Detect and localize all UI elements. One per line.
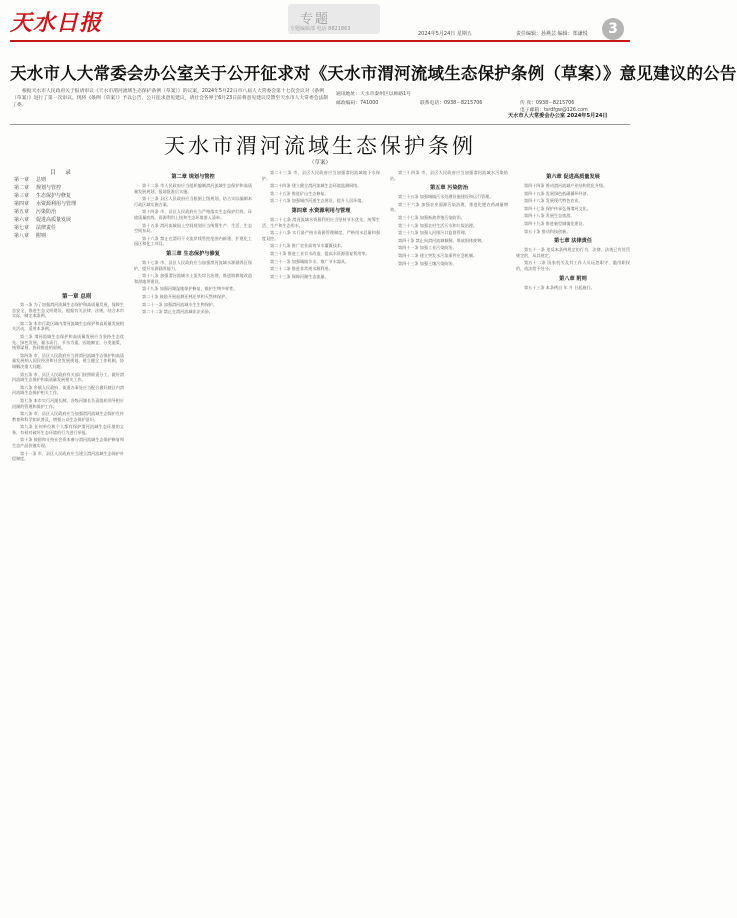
article-paragraph: 第三条 渭河流域生态保护和高质量发展应当坚持生态优先、绿色发展，量水而行、节水为重，因地制宜、分类施策，统筹谋划、协同推进的原则。 [12, 333, 124, 351]
announcement-title: 天水市人大常委会办公室关于公开征求对《天水市渭河流域生态保护条例（草案）》意见建议的公告 [10, 64, 737, 83]
article-paragraph: 第三十五条 加强城镇污水处理设施建设和运行管理。 [398, 194, 494, 200]
announcement-address: 通讯地址：天水市秦州区以师路1号 [336, 92, 412, 97]
article-paragraph: 第五十条 推动科技创新。 [524, 228, 571, 234]
chapter-heading: 第三章 生态保护与修复 [166, 250, 220, 257]
masthead [0, 0, 640, 44]
article-paragraph: 第四十条 禁止向渭河流域倾倒、堆放固体废物。 [398, 237, 486, 243]
contents-chapter-number: 第一章 [14, 177, 30, 183]
contents-chapter-name: 水资源利用与管理 [36, 201, 77, 207]
article-paragraph: 第一条 为了加强渭河流域生态保护和高质量发展，保障生态安全，推进生态文明建设，根据有关法律、法规，结合本市实际，制定本条例。 [12, 302, 124, 319]
issue-date: 2024年5月24日 星期五 [418, 31, 472, 37]
contents-chapter-name: 污染防治 [36, 209, 57, 215]
article-paragraph: 第三十条 推进工业节水改造，提高水资源重复利用率。 [270, 250, 370, 256]
article-paragraph: 第四十三条 加强土壤污染防治。 [398, 260, 457, 266]
article-paragraph: 第四十六条 发展现代特色农业。 [524, 198, 583, 204]
contents-item [14, 184, 76, 192]
section-title: 专题 [300, 12, 331, 27]
contents-item [14, 208, 76, 216]
article-paragraph: 第二十九条 推广农业高效节水灌溉技术。 [270, 243, 345, 249]
editor-credits: 责任编辑：孙燕芸 编辑：郑谦悦 [516, 31, 588, 37]
page-number: 3 [602, 18, 624, 40]
article-paragraph: 第十四条 市、县区人民政府应当严格落实生态保护红线、环境质量底线、资源利用上线和生态环境准入清单。 [134, 209, 252, 220]
contents-chapter-number: 第五章 [14, 209, 30, 215]
article-paragraph: 第二十六条 加强城市河道生态建设，提升人居环境。 [270, 198, 366, 204]
contents-chapter-name: 总则 [36, 177, 47, 183]
article-paragraph: 第五十一条 违反本条例规定的行为，法律、法规已有处罚规定的，从其规定。 [516, 247, 630, 258]
announcement-fax: 传 真：0938－8215706 [520, 101, 575, 106]
contents-chapter-number: 第七章 [14, 225, 30, 231]
chapter-heading: 第二章 规划与管控 [171, 174, 215, 180]
article-paragraph: 第九条 任何单位和个人都有保护渭河流域生态环境的义务，有权对破坏生态环境的行为进行举报。 [12, 424, 124, 435]
article-paragraph: 第五十二条 国家机关及其工作人员玩忽职守、滥用职权的，依法给予处分。 [516, 260, 630, 271]
announcement-postcode: 邮政编码：741000 [336, 101, 379, 106]
article-paragraph: 第三十六条 加强农业面源污染治理，推进化肥农药减量增效。 [390, 201, 508, 213]
article-paragraph: 第十五条 渭河流域国土空间规划应当统筹生产、生活、生态空间布局。 [134, 222, 252, 234]
contents-item [14, 224, 76, 232]
article-paragraph: 第六条 乡镇人民政府、街道办事处应当配合做好辖区内渭河流域生态保护相关工作。 [12, 384, 124, 396]
text-column-5 [516, 170, 630, 910]
contents-item [14, 232, 76, 240]
chapter-heading: 第四章 水资源利用与管理 [291, 207, 351, 214]
article-paragraph: 第四十九条 推进新型城镇化建设。 [524, 220, 587, 226]
chapter-heading: 第八章 附则 [559, 275, 587, 282]
contents-list [14, 176, 76, 240]
article-paragraph: 第十六条 禁止在渭河干支流岸线管控范围内新建、扩建化工园区和化工项目。 [134, 235, 252, 247]
contents-chapter-number: 第三章 [14, 193, 30, 199]
article-paragraph: 第七条 本市实行河湖长制，各级河湖长负责组织领导相应河湖的管理和保护工作。 [12, 397, 124, 409]
article-paragraph: 第十九条 加强河湖湿地保护修复，维护生物多样性。 [142, 286, 238, 292]
article-paragraph: 第十三条 县区人民政府应当根据上级规划，结合实际编制本行政区域实施方案。 [134, 196, 252, 207]
article-paragraph: 第三十三条 保障河湖生态流量。 [270, 273, 329, 279]
contents-heading: 目 录 [50, 170, 75, 176]
draft-label: （草案） [308, 160, 331, 166]
article-paragraph: 第二十条 鼓励开展退耕还林还草和天然林保护。 [142, 293, 230, 299]
article-paragraph: 第十八条 加强渭河流域水土流失综合治理，推进坡耕地改造和淤地坝建设。 [134, 273, 252, 284]
announcement-signoff: 天水市人大常委会办公室 2024年5月24日 [508, 113, 608, 119]
article-paragraph: 第二条 本市行政区域内渭河流域生态保护和高质量发展相关活动，适用本条例。 [12, 320, 124, 332]
article-paragraph: 第四条 市、县区人民政府应当将渭河流域生态保护和高质量发展纳入国民经济和社会发展规划，建立健全工作机制，协调解决重大问题。 [12, 352, 124, 369]
article-paragraph: 第三十九条 加强入河排污口监督管理。 [398, 230, 469, 236]
article-paragraph: 第二十二条 禁止在渭河流域非法采砂。 [142, 309, 213, 315]
article-paragraph: 第三十一条 加强城镇节水，推广节水器具。 [270, 258, 350, 264]
contents-chapter-number: 第四章 [14, 201, 30, 207]
chapter-heading: 第一章 总则 [62, 294, 92, 300]
article-paragraph: 第三十八条 加强农村生活污水和垃圾治理。 [398, 222, 478, 228]
article-paragraph: 第三十二条 推进非常规水源利用。 [270, 266, 333, 272]
contents-chapter-name: 规划与管控 [36, 185, 62, 191]
announcement-body: 根据天水市人民政府关于报请审议《天水市渭河流域生态保护条例（草案）》的议案，2024年5月22日市八届人大常委会第十七次会议对《条例（草案）》进行了第一次审议。现将《条例（草案）》予以公告，公开征求意见建议，请社会各界于6月23日前将意见建议反馈至天水市人大常委会法制工委。 [12, 89, 329, 108]
chapter-heading: 第七章 法律责任 [553, 238, 593, 245]
contents-chapter-name: 法律责任 [36, 225, 57, 231]
contents-chapter-number: 第二章 [14, 185, 30, 191]
text-column-1 [12, 302, 124, 910]
section-subtitle: 专题编辑部 电话 8821863 [290, 26, 351, 32]
chapter-heading: 第六章 促进高质量发展 [546, 174, 600, 180]
section-divider [10, 124, 630, 125]
contents-chapter-name: 生态保护与修复 [36, 193, 72, 199]
article-paragraph: 第三十四条 市、县区人民政府应当加强渭河流域水污染防治。 [390, 170, 508, 181]
article-paragraph: 第十条 鼓励和支持社会资本参与渭河流域生态保护修复和生态产品价值实现。 [12, 437, 124, 449]
article-paragraph: 第二十一条 加强渭河流域水生生物保护。 [142, 301, 217, 307]
article-paragraph: 第十二条 市人民政府应当组织编制渭河流域生态保护和高质量发展规划，报请批准后实施。 [134, 183, 252, 194]
article-paragraph: 第三十七条 加强畜禽养殖污染防治。 [398, 214, 465, 220]
article-paragraph: 第二十五条 推进矿山生态修复。 [270, 190, 329, 196]
article-paragraph: 第八条 市、县区人民政府应当加强渭河流域生态保护宣传教育和科学知识普及，增强公众生态保护意识。 [12, 411, 124, 422]
article-paragraph: 第二十三条 市、县区人民政府应当加强渭河流域地下水保护。 [262, 170, 380, 181]
article-paragraph: 第四十八条 发展生态旅游。 [524, 213, 575, 219]
article-paragraph: 第四十七条 保护传承弘扬渭河文化。 [524, 205, 591, 211]
article-paragraph: 第五条 市、县区人民政府有关部门按照职责分工，做好渭河流域生态保护和高质量发展相关工作。 [12, 371, 124, 383]
masthead-divider [10, 40, 630, 42]
contents-chapter-name: 促进高质量发展 [36, 217, 72, 223]
article-paragraph: 第五十三条 本条例自 年 月 日起施行。 [524, 284, 595, 290]
article-paragraph: 第十七条 市、县区人民政府应当加强渭河流域水源涵养区保护，提升水源涵养能力。 [134, 259, 252, 271]
contents-chapter-number: 第八章 [14, 233, 30, 239]
text-column-2 [134, 170, 252, 910]
contents-item [14, 176, 76, 184]
contents-chapter-number: 第六章 [14, 217, 30, 223]
regulation-title: 天水市渭河流域生态保护条例 [164, 134, 476, 158]
contents-item [14, 200, 76, 208]
article-paragraph: 第二十七条 渭河流域水资源利用应当坚持节水优先，统筹生活、生产和生态用水。 [262, 216, 380, 228]
article-paragraph: 第四十一条 加强工业污染防治。 [398, 245, 457, 251]
contents-item [14, 192, 76, 200]
article-paragraph: 第四十五条 发展绿色低碳循环经济。 [524, 190, 591, 196]
contents-item [14, 216, 76, 224]
announcement-email: 电子邮箱：tsrdfgw@126.com [520, 108, 588, 113]
article-paragraph: 第四十四条 推动渭河流域产业结构优化升级。 [524, 183, 608, 188]
newspaper-logo: 天水日报 [10, 10, 103, 36]
chapter-heading: 第五章 污染防治 [429, 185, 469, 192]
article-paragraph: 第二十四条 建立健全渭河流域生态环境监测网络。 [270, 183, 362, 189]
article-paragraph: 第十一条 市、县区人民政府应当建立渭河流域生态保护补偿制度。 [12, 450, 124, 462]
contents-chapter-name: 附则 [36, 233, 47, 239]
article-paragraph: 第四十二条 建立突发水污染事件应急机制。 [398, 252, 478, 258]
article-paragraph: 第二十八条 实行最严格水资源管理制度，严格用水总量和强度双控。 [262, 230, 380, 241]
text-column-3 [262, 170, 380, 910]
text-column-4 [390, 170, 508, 910]
announcement-contact: 联系电话：0938－8215706 [420, 101, 483, 106]
